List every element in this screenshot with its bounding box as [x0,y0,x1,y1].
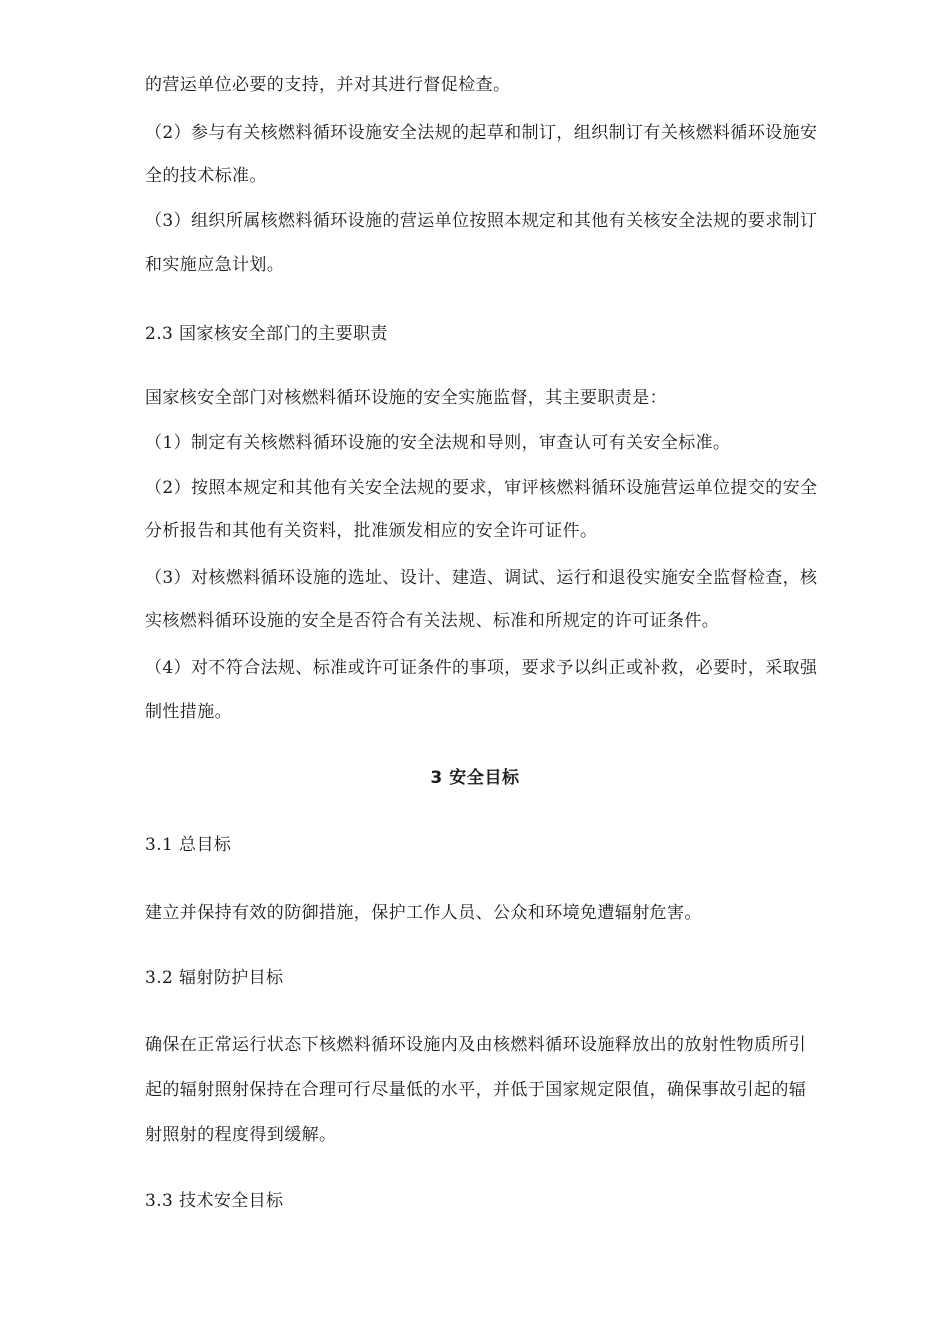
duty-item-4-line-1: （4）对不符合法规、标准或许可证条件的事项，要求予以纠正或补救，必要时，采取强 [145,658,818,678]
section-3-2-body-line-2: 起的辐射照射保持在合理可行尽量低的水平，并低于国家规定限值，确保事故引起的辐 [145,1080,807,1100]
duty-item-3-line-1: （3）对核燃料循环设施的选址、设计、建造、调试、运行和退役实施安全监督检查，核 [145,568,818,588]
duty-item-3-line-2: 实核燃料循环设施的安全是否符合有关法规、标准和所规定的许可证条件。 [145,611,720,631]
duty-item-2-line-1: （2）按照本规定和其他有关安全法规的要求，审评核燃料循环设施营运单位提交的安全 [145,478,818,498]
duty-item-4-line-2: 制性措施。 [145,702,232,722]
list-item-2-line-1: （2）参与有关核燃料循环设施安全法规的起草和制订，组织制订有关核燃料循环设施安 [145,123,818,143]
section-3-2-body-line-1: 确保在正常运行状态下核燃料循环设施内及由核燃料循环设施释放出的放射性物质所引 [145,1035,807,1055]
section-2-3-heading: 2.3 国家核安全部门的主要职责 [145,324,388,344]
section-3-1-body: 建立并保持有效的防御措施，保护工作人员、公众和环境免遭辐射危害。 [145,903,702,923]
duty-item-1: （1）制定有关核燃料循环设施的安全法规和导则，审查认可有关安全标准。 [145,433,731,453]
chapter-3-title: 3 安全目标 [430,768,520,788]
section-3-2-heading: 3.2 辐射防护目标 [145,968,284,988]
list-item-3-line-2: 和实施应急计划。 [145,255,285,275]
list-item-3-line-1: （3）组织所属核燃料循环设施的营运单位按照本规定和其他有关核安全法规的要求制订 [145,211,818,231]
paragraph-continuation-line: 的营运单位必要的支持，并对其进行督促检查。 [145,75,511,95]
section-2-3-intro: 国家核安全部门对核燃料循环设施的安全实施监督，其主要职责是： [145,388,667,408]
section-3-3-heading: 3.3 技术安全目标 [145,1191,284,1211]
list-item-2-line-2: 全的技术标准。 [145,166,267,186]
section-3-1-heading: 3.1 总目标 [145,835,232,855]
section-3-2-body-line-3: 射照射的程度得到缓解。 [145,1125,337,1145]
duty-item-2-line-2: 分析报告和其他有关资料，批准颁发相应的安全许可证件。 [145,521,598,541]
